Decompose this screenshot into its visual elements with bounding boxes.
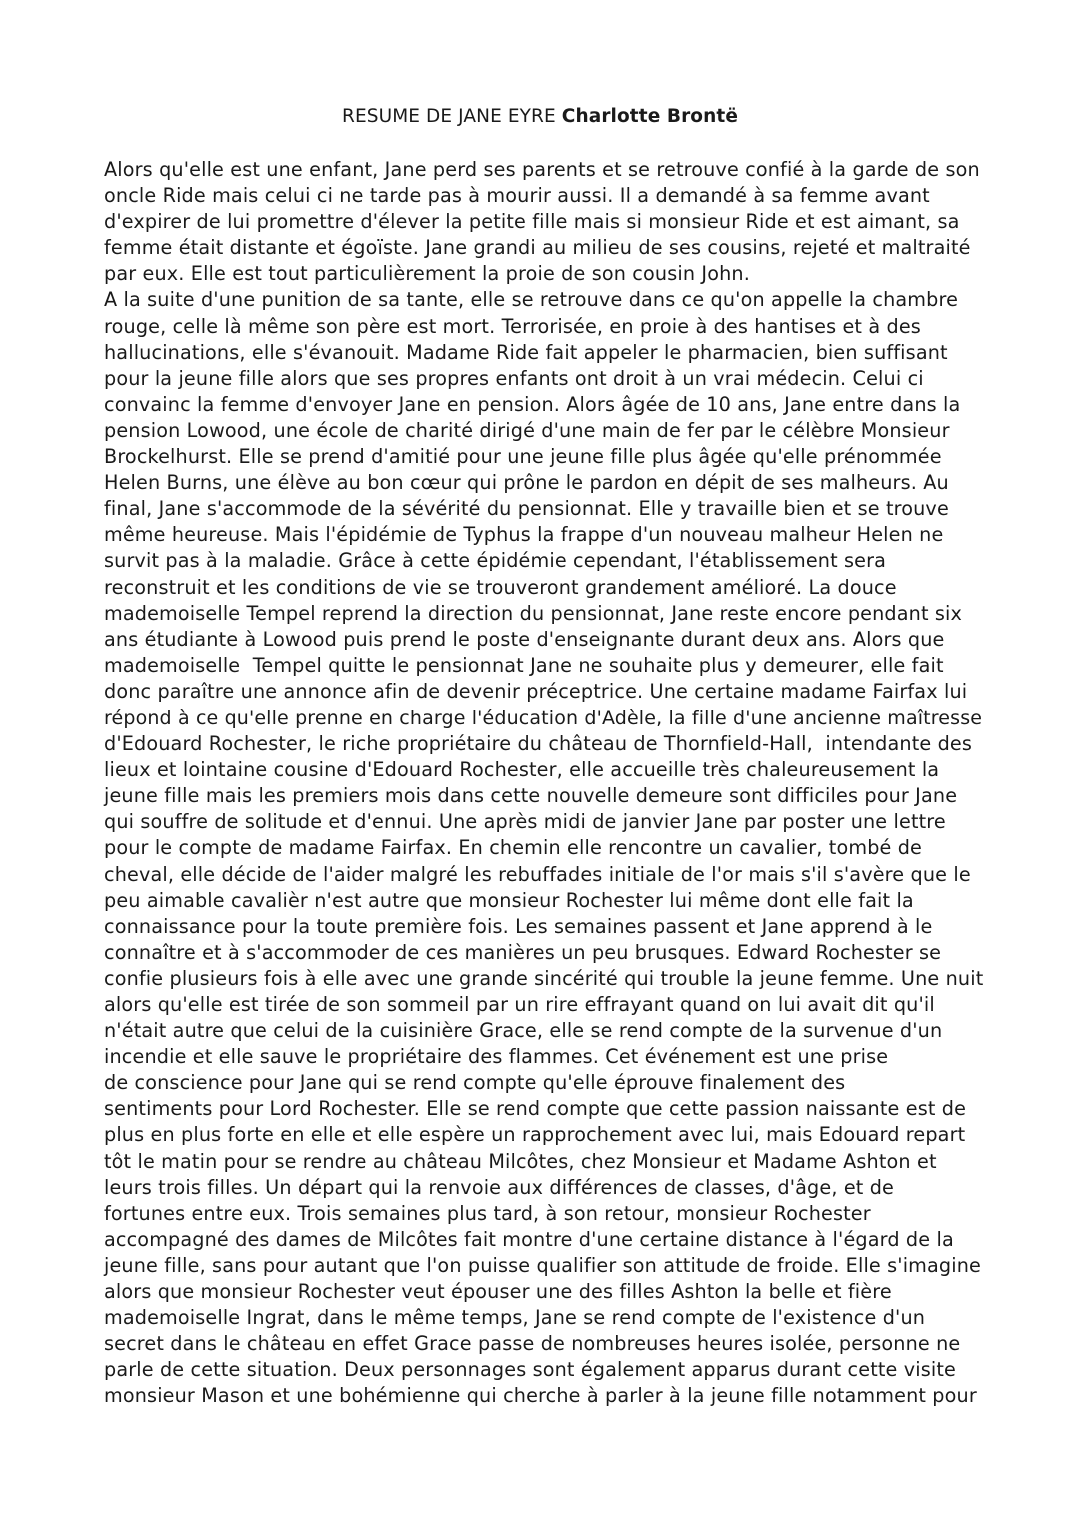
text-line: jeune fille, sans pour autant que l'on puisse qualifier son attitude de froide. Elle s'imagine (104, 1253, 982, 1277)
text-line: A la suite d'une punition de sa tante, elle se retrouve dans ce qu'on appelle la chambre (104, 288, 959, 312)
text-line: d'expirer de lui promettre d'élever la petite fille mais si monsieur Ride et est aimant, sa (104, 210, 960, 234)
text-line: alors qu'elle est tirée de son sommeil par un rire effrayant quand on lui avait dit qu'il (104, 993, 935, 1016)
text-line: leurs trois filles. Un départ qui la renvoie aux différences de classes, d'âge, et de (104, 1175, 894, 1199)
text-line: mademoiselle Tempel quitte le pensionnat Jane ne souhaite plus y demeurer, elle fait (104, 653, 944, 677)
text-line: connaître et à s'accommoder de ces manières un peu brusques. Edward Rochester se (104, 940, 942, 964)
text-line: hallucinations, elle s'évanouit. Madame Ride fait appeler le pharmacien, bien suffisant (104, 340, 948, 364)
text-line: jeune fille mais les premiers mois dans cette nouvelle demeure sont difficiles pour Jane (104, 784, 958, 808)
text-line: tôt le matin pour se rendre au château Milcôtes, chez Monsieur et Madame Ashton et (104, 1149, 937, 1173)
text-line: Brockelhurst. Elle se prend d'amitié pour une jeune fille plus âgée qu'elle prénommée (104, 445, 942, 469)
text-line: Alors qu'elle est une enfant, Jane perd ses parents et se retrouve confié à la garde de son (104, 158, 980, 181)
text-line: parle de cette situation. Deux personnages sont également apparus durant cette visite (104, 1358, 956, 1382)
text-line: ans étudiante à Lowood puis prend le poste d'enseignante durant deux ans. Alors que (104, 627, 945, 651)
text-line: lieux et lointaine cousine d'Edouard Rochester, elle accueille très chaleureusement la (104, 758, 940, 782)
text-line: pour le compte de madame Fairfax. En chemin elle rencontre un cavalier, tombé de (104, 836, 923, 860)
text-line: pension Lowood, une école de charité dirigé d'une main de fer par le célèbre Monsieur (104, 418, 950, 442)
title-author: Charlotte Brontë (561, 106, 738, 127)
text-line: par eux. Elle est tout particulièrement la proie de son cousin John. (104, 262, 750, 286)
text-line: donc paraître une annonce afin de devenir préceptrice. Une certaine madame Fairfax lui (104, 679, 968, 703)
text-line: pour la jeune fille alors que ses propres enfants ont droit à un vrai médecin. Celui ci (104, 366, 924, 390)
text-line: reconstruit et les conditions de vie se trouveront grandement amélioré. La douce (104, 575, 897, 599)
text-line: monsieur Mason et une bohémienne qui cherche à parler à la jeune fille notamment pour (104, 1384, 977, 1408)
text-line: d'Edouard Rochester, le riche propriétaire du château de Thornfield-Hall, intendante des (104, 732, 972, 756)
text-line: incendie et elle sauve le propriétaire des flammes. Cet événement est une prise (104, 1045, 889, 1069)
text-line: mademoiselle Ingrat, dans le même temps, Jane se rend compte de l'existence d'un (104, 1306, 926, 1330)
text-line: qui souffre de solitude et d'ennui. Une après midi de janvier Jane par poster une lettre (104, 810, 946, 834)
text-line: fortunes entre eux. Trois semaines plus tard, à son retour, monsieur Rochester (104, 1201, 871, 1225)
document-title (0, 104, 1080, 130)
text-line: accompagné des dames de Milcôtes fait montre d'une certaine distance à l'égard de la (104, 1227, 954, 1251)
text-line: convainc la femme d'envoyer Jane en pension. Alors âgée de 10 ans, Jane entre dans la (104, 392, 961, 416)
text-line: survit pas à la maladie. Grâce à cette épidémie cependant, l'établissement sera (104, 549, 887, 573)
text-line: de conscience pour Jane qui se rend compte qu'elle éprouve finalement des (104, 1071, 846, 1095)
text-line: rouge, celle là même son père est mort. Terrorisée, en proie à des hantises et à des (104, 314, 921, 338)
text-line: Helen Burns, une élève au bon cœur qui prône le pardon en dépit de ses malheurs. Au (104, 471, 949, 495)
text-line: même heureuse. Mais l'épidémie de Typhus la frappe d'un nouveau malheur Helen ne (104, 523, 944, 547)
text-line: oncle Ride mais celui ci ne tarde pas à mourir aussi. Il a demandé à sa femme avant (104, 184, 930, 208)
text-line: secret dans le château en effet Grace passe de nombreuses heures isolée, personne ne (104, 1332, 961, 1356)
text-line: répond à ce qu'elle prenne en charge l'éducation d'Adèle, la fille d'une ancienne maîtresse (104, 706, 983, 729)
text-line: alors que monsieur Rochester veut épouser une des filles Ashton la belle et fière (104, 1280, 892, 1304)
text-line: n'était autre que celui de la cuisinière Grace, elle se rend compte de la survenue d'un (104, 1019, 943, 1043)
text-line: final, Jane s'accommode de la sévérité du pensionnat. Elle y travaille bien et se trouve (104, 497, 949, 521)
text-line: mademoiselle Tempel reprend la direction du pensionnat, Jane reste encore pendant six (104, 601, 963, 625)
text-line: plus en plus forte en elle et elle espère un rapprochement avec lui, mais Edouard repart (104, 1123, 966, 1147)
text-line: peu aimable cavalièr n'est autre que monsieur Rochester lui même dont elle fait la (104, 888, 914, 912)
text-line: confie plusieurs fois à elle avec une grande sincérité qui trouble la jeune femme. Une nuit (104, 966, 984, 990)
title-text: RESUME DE JANE EYRE (342, 106, 562, 127)
text-line: cheval, elle décide de l'aider malgré les rebuffades initiale de l'or mais s'il s'avère que le (104, 862, 971, 886)
text-line: femme était distante et égoïste. Jane grandi au milieu de ses cousins, rejeté et maltraité (104, 236, 971, 260)
summary-body (104, 157, 984, 1410)
text-line: connaissance pour la toute première fois. Les semaines passent et Jane apprend à le (104, 914, 933, 938)
text-line: sentiments pour Lord Rochester. Elle se rend compte que cette passion naissante est de (104, 1097, 967, 1121)
